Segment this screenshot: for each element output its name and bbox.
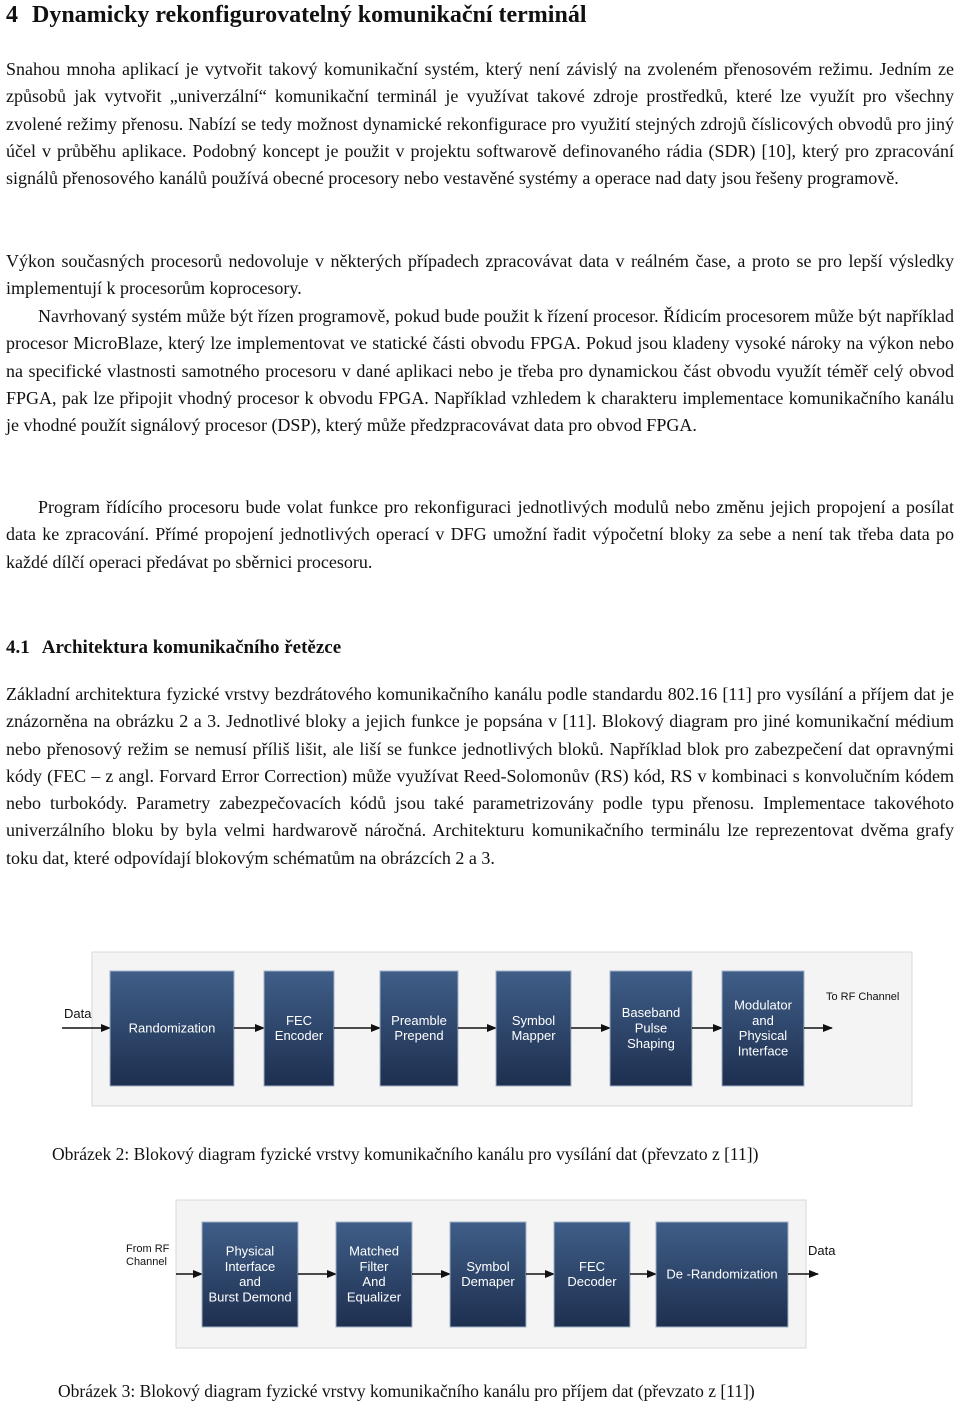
section-number: 4.1 [6, 637, 30, 658]
figure3-caption: Obrázek 3: Blokový diagram fyzické vrstvy komunikačního kanálu pro příjem dat (převzato z [11]) [58, 1381, 755, 1401]
paragraph-control: Navrhovaný systém může být řízen programově, pokud bude použit k řízení procesor. Řídicím procesorem může být například procesor MicroBlaze, který lze implementovat ve statické části obvodu FPGA. Pokud jsou kladeny vysoké nároky na výkon nebo na specifické vlastnosti samotného procesoru v dané aplikaci nebo je třeba pro dynamickou část obvodu využít téměř celý obvod FPGA, pak lze připojit vhodný procesor k obvodu FPGA. Například vzhledem k charakteru implementace komunikačního kanálu je vhodné použít signálový procesor (DSP), který může předzpracovávat data pro obvod FPGA. [6, 306, 954, 436]
block-label: Symbol Demaper [461, 1258, 515, 1290]
block-label: Preamble Prepend [391, 1012, 447, 1044]
section-heading [6, 637, 341, 659]
block-label: Matched Filter And Equalizer [346, 1243, 402, 1305]
section-title: Architektura komunikačního řetězce [41, 637, 342, 658]
output-label: Data [808, 1243, 836, 1258]
block-label: Baseband Pulse Shaping [621, 1005, 681, 1051]
block-label: Symbol Mapper [511, 1012, 556, 1044]
receive-block-diagram [6, 1196, 954, 1351]
paragraph-intro: Snahou mnoha aplikací je vytvořit takový komunikační systém, který není závislý na zvoleném přenosovém režimu. Jedním ze způsobů jak vytvořit „univerzální“ komunikační terminál je využívat takové zdroje prostředků, které lze využít pro všechny zvolené režimy přenosu. Nabízí se tedy možnost dynamické rekonfigurace pro využití stejných zdrojů číslicových obvodů pro jiný účel v průběhu aplikace. Podobný koncept je použit v projektu softwarově definovaného rádia (SDR) [10], který pro zpracování signálů přenosového kanálů používá obecné procesory nebo vestavěné systémy a operace nad daty jsou řešeny programově. [6, 59, 954, 189]
fig2-svg [6, 950, 954, 1110]
chapter-number: 4 [6, 2, 18, 28]
block-label: Physical Interface and Burst Demond [208, 1243, 292, 1305]
chapter-heading [6, 2, 586, 29]
transmit-block-diagram [6, 950, 954, 1110]
output-label: To RF Channel [826, 991, 900, 1003]
input-label: Data [64, 1006, 92, 1021]
block-label: FEC Decoder [567, 1258, 617, 1290]
block-label: Modulator and Physical Interface [734, 997, 792, 1059]
block-label: De -Randomization [666, 1266, 778, 1282]
figure2-caption: Obrázek 2: Blokový diagram fyzické vrstvy komunikačního kanálu pro vysílání dat (převzato z [11]) [52, 1144, 759, 1164]
paragraph-performance: Výkon současných procesorů nedovoluje v některých případech zpracovávat data v reálném čase, a proto se pro lepší výsledky implementují k procesorům koprocesory. [6, 251, 954, 299]
block-label: Randomization [128, 1020, 216, 1036]
chapter-title: Dynamicky rekonfigurovatelný komunikační terminál [32, 2, 587, 28]
paragraph-program: Program řídícího procesoru bude volat funkce pro rekonfiguraci jednotlivých modulů nebo změnu jejich propojení a posílat data ke zpracování. Přímé propojení jednotlivých operací v DFG umožní řadit výpočetní bloky za sebe a není tak třeba data po každé dílčí operaci předávat po sběrnici procesoru. [6, 497, 954, 572]
input-label: From RF Channel [126, 1243, 170, 1269]
fig3-svg [6, 1196, 954, 1351]
paragraph-architecture: Základní architektura fyzické vrstvy bezdrátového komunikačního kanálu podle standardu 802.16 [11] pro vysílání a příjem dat je znázorněna na obrázku 2 a 3. Jednotlivé bloky a jejich funkce je popsána v [11]. Blokový diagram pro jiné komunikační médium nebo přenosový režim se nemusí příliš lišit, ale liší se funkce jednotlivých bloků. Například blok pro zabezpečení dat opravnými kódy (FEC – z angl. Forvard Error Correction) může využívat Reed-Solomonův (RS) kód, RS v kombinaci s konvolučním kódem nebo turbokódy. Parametry zabezpečovacích kódů jsou také parametrizovány podle typu přenosu. Implementace takovéhoto univerzálního bloku by byla velmi hardwarově náročná. Architekturu komunikačního terminálu lze reprezentovat dvěma grafy toku dat, které odpovídají blokovým schématům na obrázcích 2 a 3. [6, 684, 954, 868]
block-label: FEC Encoder [274, 1012, 324, 1044]
